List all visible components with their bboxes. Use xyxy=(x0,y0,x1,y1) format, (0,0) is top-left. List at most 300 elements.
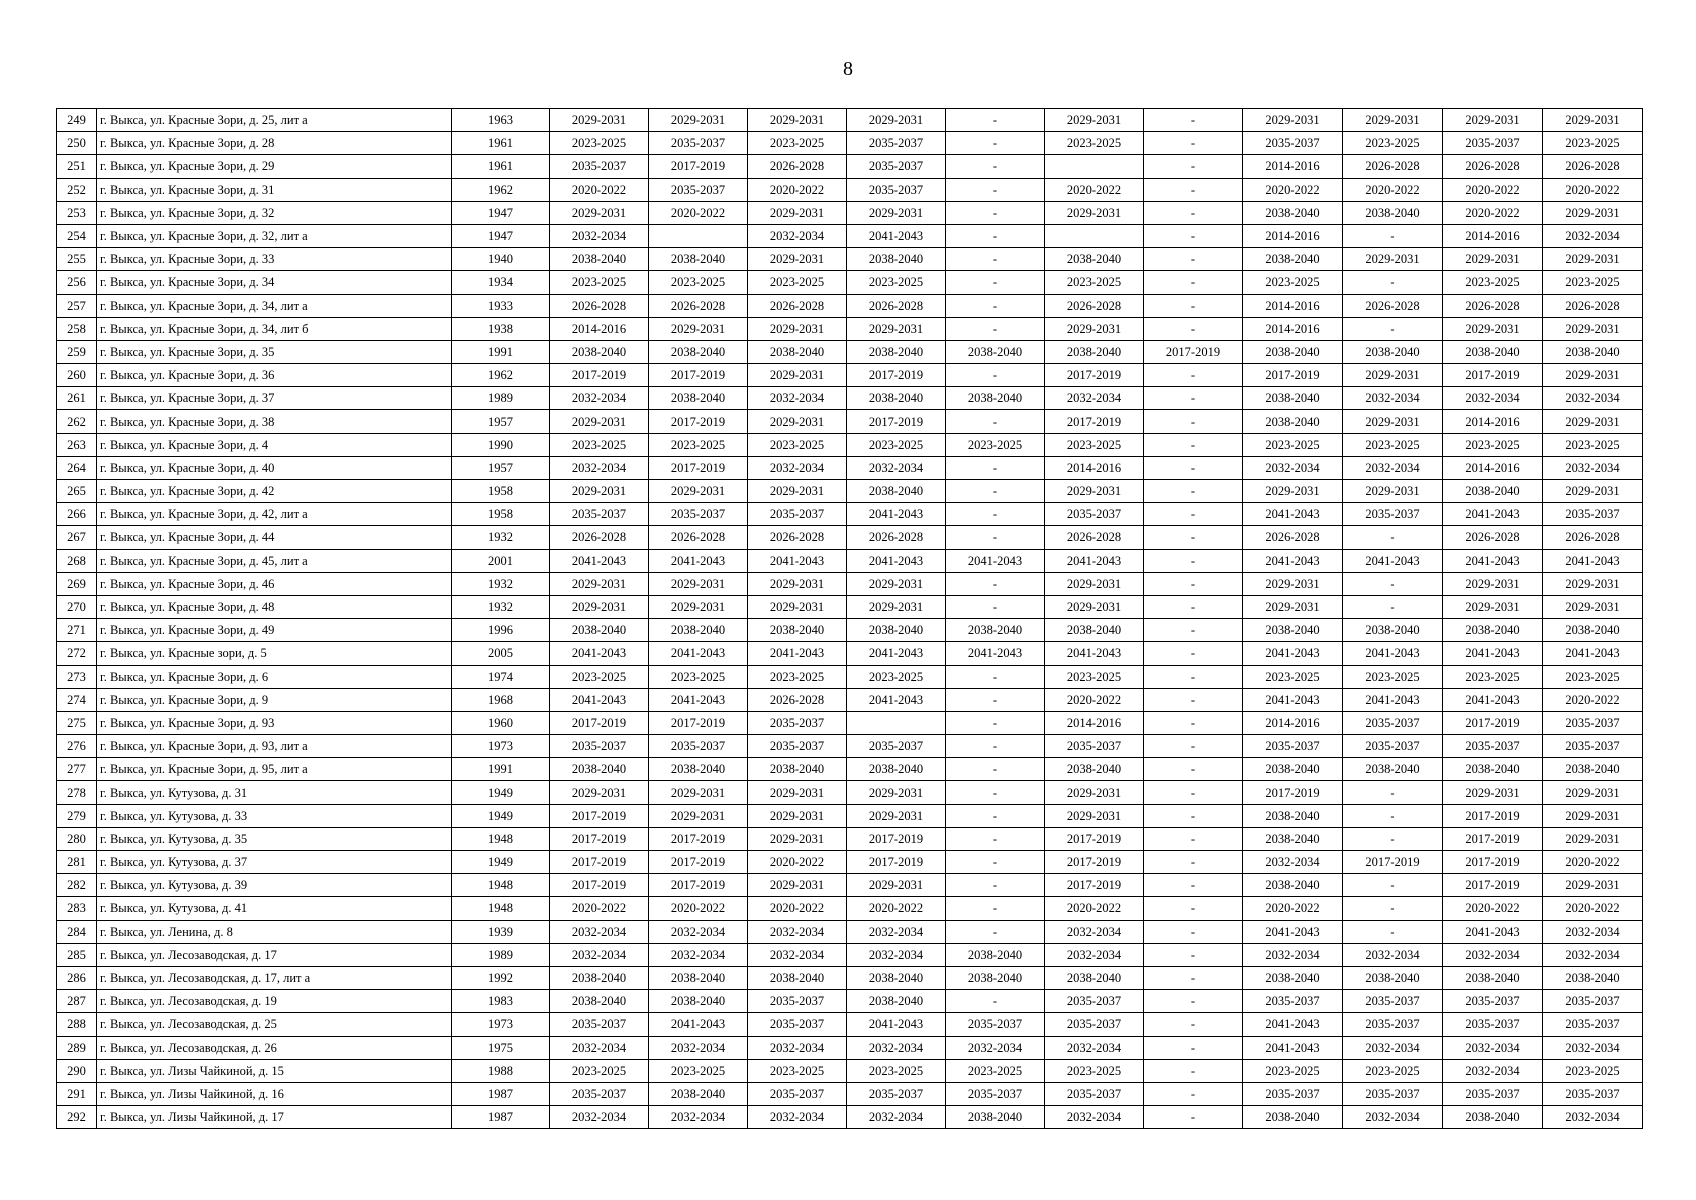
repair-period-cell: - xyxy=(1343,526,1443,549)
repair-period-cell: - xyxy=(1144,619,1243,642)
repair-period-cell: 2029-2031 xyxy=(1443,109,1543,132)
repair-period-cell: - xyxy=(1144,711,1243,734)
repair-period-cell: 2029-2031 xyxy=(1045,595,1144,618)
repair-period-cell: - xyxy=(946,781,1045,804)
repair-period-cell: 2020-2022 xyxy=(1045,897,1144,920)
repair-period-cell: 2029-2031 xyxy=(649,317,748,340)
repair-period-cell: 2017-2019 xyxy=(649,155,748,178)
repair-period-cell: 2035-2037 xyxy=(946,1082,1045,1105)
repair-period-cell: - xyxy=(1144,503,1243,526)
repair-period-cell: 2029-2031 xyxy=(1343,410,1443,433)
repair-period-cell: 2017-2019 xyxy=(649,410,748,433)
repair-period-cell: 2035-2037 xyxy=(550,735,649,758)
repair-period-cell: 2041-2043 xyxy=(550,549,649,572)
row-number-cell: 256 xyxy=(57,271,97,294)
repair-period-cell: 2023-2025 xyxy=(1045,433,1144,456)
table-row xyxy=(57,1013,1643,1036)
repair-period-cell: 2017-2019 xyxy=(1443,804,1543,827)
table-row xyxy=(57,178,1643,201)
repair-period-cell: 2023-2025 xyxy=(1443,271,1543,294)
repair-period-cell: 2035-2037 xyxy=(649,735,748,758)
repair-period-cell: 2017-2019 xyxy=(1443,711,1543,734)
repair-period-cell: 2041-2043 xyxy=(946,549,1045,572)
repair-period-cell: 2038-2040 xyxy=(1045,758,1144,781)
repair-period-cell: 2029-2031 xyxy=(1045,109,1144,132)
repair-period-cell: 2035-2037 xyxy=(847,1082,946,1105)
repair-period-cell: 2017-2019 xyxy=(1243,781,1343,804)
repair-period-cell: 2029-2031 xyxy=(847,317,946,340)
repair-period-cell: 2023-2025 xyxy=(550,132,649,155)
repair-period-cell: 2038-2040 xyxy=(847,387,946,410)
repair-period-cell: 2023-2025 xyxy=(748,665,847,688)
repair-period-cell: - xyxy=(946,572,1045,595)
repair-period-cell: 2014-2016 xyxy=(1045,456,1144,479)
repair-period-cell: 2014-2016 xyxy=(1045,711,1144,734)
repair-period-cell: - xyxy=(1144,433,1243,456)
repair-period-cell: 2023-2025 xyxy=(1343,132,1443,155)
repair-period-cell: 2032-2034 xyxy=(1045,1036,1144,1059)
repair-period-cell: 2032-2034 xyxy=(649,1106,748,1129)
repair-period-cell: 2029-2031 xyxy=(1543,364,1643,387)
table-row xyxy=(57,433,1643,456)
year-built-cell: 1996 xyxy=(452,619,550,642)
repair-period-cell: 2029-2031 xyxy=(1543,572,1643,595)
repair-period-cell: 2029-2031 xyxy=(1543,248,1643,271)
year-built-cell: 1947 xyxy=(452,224,550,247)
address-cell: г. Выкса, ул. Красные Зори, д. 32, лит а xyxy=(97,224,452,247)
repair-period-cell: 2032-2034 xyxy=(550,456,649,479)
repair-period-cell: 2029-2031 xyxy=(1543,804,1643,827)
repair-period-cell: 2014-2016 xyxy=(1443,224,1543,247)
repair-period-cell: 2029-2031 xyxy=(1443,572,1543,595)
repair-period-cell: 2026-2028 xyxy=(748,294,847,317)
repair-period-cell: 2029-2031 xyxy=(847,781,946,804)
repair-period-cell: 2029-2031 xyxy=(649,572,748,595)
repair-period-cell: 2020-2022 xyxy=(550,897,649,920)
repair-period-cell: 2023-2025 xyxy=(1045,1059,1144,1082)
repair-period-cell: 2035-2037 xyxy=(1045,503,1144,526)
repair-period-cell: 2032-2034 xyxy=(550,1106,649,1129)
repair-period-cell: 2038-2040 xyxy=(1045,248,1144,271)
repair-period-cell: 2041-2043 xyxy=(1243,1013,1343,1036)
year-built-cell: 1949 xyxy=(452,804,550,827)
repair-period-cell: - xyxy=(1144,549,1243,572)
repair-period-cell: 2038-2040 xyxy=(550,248,649,271)
repair-period-cell: 2032-2034 xyxy=(1243,851,1343,874)
repair-period-cell: - xyxy=(1343,827,1443,850)
repair-period-cell: 2032-2034 xyxy=(1443,1036,1543,1059)
repair-period-cell: 2023-2025 xyxy=(1543,132,1643,155)
repair-period-cell: 2035-2037 xyxy=(1543,735,1643,758)
repair-period-cell: 2014-2016 xyxy=(1443,456,1543,479)
repair-period-cell: 2035-2037 xyxy=(1443,1013,1543,1036)
repair-period-cell: 2032-2034 xyxy=(1243,943,1343,966)
repair-period-cell: 2020-2022 xyxy=(1443,897,1543,920)
repair-period-cell: - xyxy=(1144,804,1243,827)
repair-period-cell: 2038-2040 xyxy=(946,340,1045,363)
repair-period-cell: 2041-2043 xyxy=(550,688,649,711)
repair-period-cell: - xyxy=(946,364,1045,387)
repair-period-cell: 2038-2040 xyxy=(1443,1106,1543,1129)
year-built-cell: 1932 xyxy=(452,572,550,595)
table-row xyxy=(57,966,1643,989)
repair-period-cell: 2017-2019 xyxy=(847,410,946,433)
repair-period-cell: 2029-2031 xyxy=(748,364,847,387)
repair-period-cell: 2029-2031 xyxy=(550,595,649,618)
address-cell: г. Выкса, ул. Ленина, д. 8 xyxy=(97,920,452,943)
repair-period-cell: 2041-2043 xyxy=(1443,642,1543,665)
repair-period-cell: - xyxy=(946,526,1045,549)
table-row xyxy=(57,1059,1643,1082)
repair-period-cell: 2038-2040 xyxy=(1343,201,1443,224)
repair-period-cell: 2038-2040 xyxy=(1243,201,1343,224)
repair-period-cell: 2023-2025 xyxy=(748,132,847,155)
repair-period-cell: 2029-2031 xyxy=(748,595,847,618)
repair-period-cell: - xyxy=(1144,456,1243,479)
repair-period-cell: 2032-2034 xyxy=(1343,1036,1443,1059)
row-number-cell: 267 xyxy=(57,526,97,549)
table-row xyxy=(57,642,1643,665)
repair-period-cell: 2038-2040 xyxy=(1045,966,1144,989)
repair-period-cell: 2038-2040 xyxy=(1543,966,1643,989)
repair-period-cell: 2038-2040 xyxy=(748,758,847,781)
repair-period-cell: 2035-2037 xyxy=(1443,735,1543,758)
repair-period-cell: 2020-2022 xyxy=(748,897,847,920)
repair-period-cell: - xyxy=(1144,248,1243,271)
repair-period-cell: 2029-2031 xyxy=(1045,317,1144,340)
repair-period-cell: 2029-2031 xyxy=(550,109,649,132)
repair-period-cell: 2035-2037 xyxy=(748,735,847,758)
repair-period-cell: 2038-2040 xyxy=(1543,758,1643,781)
repair-period-cell: 2038-2040 xyxy=(847,758,946,781)
repair-period-cell: 2035-2037 xyxy=(1243,735,1343,758)
row-number-cell: 253 xyxy=(57,201,97,224)
repair-period-cell: 2032-2034 xyxy=(748,456,847,479)
repair-period-cell: - xyxy=(1144,132,1243,155)
repair-period-cell: 2017-2019 xyxy=(1443,364,1543,387)
row-number-cell: 288 xyxy=(57,1013,97,1036)
repair-period-cell: - xyxy=(1144,410,1243,433)
repair-period-cell: 2035-2037 xyxy=(1045,735,1144,758)
table-row xyxy=(57,503,1643,526)
address-cell: г. Выкса, ул. Красные Зори, д. 40 xyxy=(97,456,452,479)
repair-period-cell: 2017-2019 xyxy=(550,711,649,734)
repair-period-cell: 2023-2025 xyxy=(649,1059,748,1082)
repair-period-cell xyxy=(649,224,748,247)
repair-period-cell: - xyxy=(1144,480,1243,503)
repair-period-cell: 2017-2019 xyxy=(847,364,946,387)
repair-period-cell: 2035-2037 xyxy=(847,155,946,178)
repair-period-cell: 2026-2028 xyxy=(748,155,847,178)
repair-period-cell: 2032-2034 xyxy=(649,943,748,966)
repair-period-cell: - xyxy=(1144,897,1243,920)
repair-period-cell: 2029-2031 xyxy=(550,572,649,595)
address-cell: г. Выкса, ул. Лесозаводская, д. 17 xyxy=(97,943,452,966)
repair-period-cell: 2029-2031 xyxy=(1243,572,1343,595)
repair-period-cell: 2029-2031 xyxy=(1543,827,1643,850)
repair-period-cell: 2032-2034 xyxy=(1343,943,1443,966)
repair-period-cell: 2032-2034 xyxy=(1543,387,1643,410)
repair-period-cell: - xyxy=(946,758,1045,781)
row-number-cell: 273 xyxy=(57,665,97,688)
repair-period-cell: 2038-2040 xyxy=(1045,340,1144,363)
repair-period-cell: 2029-2031 xyxy=(550,480,649,503)
repair-period-cell: 2017-2019 xyxy=(847,827,946,850)
repair-period-cell: 2029-2031 xyxy=(847,874,946,897)
repair-period-cell: 2038-2040 xyxy=(847,480,946,503)
address-cell: г. Выкса, ул. Красные Зори, д. 4 xyxy=(97,433,452,456)
year-built-cell: 1961 xyxy=(452,155,550,178)
year-built-cell: 1947 xyxy=(452,201,550,224)
year-built-cell: 1963 xyxy=(452,109,550,132)
table-row xyxy=(57,1106,1643,1129)
repair-period-cell: 2029-2031 xyxy=(1543,317,1643,340)
table-row xyxy=(57,294,1643,317)
table-row xyxy=(57,619,1643,642)
repair-period-cell: 2032-2034 xyxy=(1243,456,1343,479)
repair-period-cell: - xyxy=(946,201,1045,224)
year-built-cell: 1958 xyxy=(452,480,550,503)
repair-period-cell: - xyxy=(1343,874,1443,897)
table-row xyxy=(57,364,1643,387)
year-built-cell: 1939 xyxy=(452,920,550,943)
repair-period-cell: 2020-2022 xyxy=(1045,178,1144,201)
repair-period-cell: 2038-2040 xyxy=(748,619,847,642)
repair-period-cell: 2038-2040 xyxy=(550,340,649,363)
table-row xyxy=(57,1082,1643,1105)
repair-period-cell: 2038-2040 xyxy=(1243,758,1343,781)
repair-period-cell: 2038-2040 xyxy=(847,990,946,1013)
repair-period-cell: 2029-2031 xyxy=(1543,874,1643,897)
row-number-cell: 292 xyxy=(57,1106,97,1129)
repair-period-cell: 2035-2037 xyxy=(1343,990,1443,1013)
repair-period-cell: 2026-2028 xyxy=(1243,526,1343,549)
repair-period-cell: 2032-2034 xyxy=(1343,1106,1443,1129)
repair-period-cell: 2032-2034 xyxy=(847,1106,946,1129)
row-number-cell: 270 xyxy=(57,595,97,618)
repair-period-cell: 2017-2019 xyxy=(1045,851,1144,874)
repair-period-cell: 2038-2040 xyxy=(550,990,649,1013)
address-cell: г. Выкса, ул. Красные Зори, д. 9 xyxy=(97,688,452,711)
repair-period-cell: 2035-2037 xyxy=(1045,1013,1144,1036)
repair-period-cell: 2038-2040 xyxy=(1243,410,1343,433)
table-row xyxy=(57,758,1643,781)
repair-period-cell: - xyxy=(1144,595,1243,618)
repair-period-cell: 2017-2019 xyxy=(649,456,748,479)
address-cell: г. Выкса, ул. Красные Зори, д. 33 xyxy=(97,248,452,271)
repair-period-cell: 2017-2019 xyxy=(649,711,748,734)
address-cell: г. Выкса, ул. Красные Зори, д. 42 xyxy=(97,480,452,503)
year-built-cell: 1989 xyxy=(452,387,550,410)
repair-period-cell: 2017-2019 xyxy=(649,364,748,387)
repair-period-cell: 2026-2028 xyxy=(847,526,946,549)
repair-period-cell: 2035-2037 xyxy=(1243,990,1343,1013)
repair-period-cell: 2041-2043 xyxy=(946,642,1045,665)
table-row xyxy=(57,897,1643,920)
repair-period-cell: 2020-2022 xyxy=(1443,201,1543,224)
repair-period-cell: 2032-2034 xyxy=(847,943,946,966)
year-built-cell: 1983 xyxy=(452,990,550,1013)
repair-period-cell: 2029-2031 xyxy=(847,201,946,224)
repair-period-cell: 2029-2031 xyxy=(1343,109,1443,132)
repair-period-cell: 2029-2031 xyxy=(847,804,946,827)
repair-period-cell: 2029-2031 xyxy=(748,480,847,503)
repair-period-cell: 2020-2022 xyxy=(550,178,649,201)
address-cell: г. Выкса, ул. Красные зори, д. 5 xyxy=(97,642,452,665)
repair-period-cell: 2032-2034 xyxy=(748,387,847,410)
row-number-cell: 262 xyxy=(57,410,97,433)
repair-period-cell: 2041-2043 xyxy=(1045,549,1144,572)
repair-period-cell: 2038-2040 xyxy=(847,248,946,271)
repair-period-cell: 2020-2022 xyxy=(748,178,847,201)
repair-period-cell: 2041-2043 xyxy=(649,688,748,711)
repair-period-cell: 2032-2034 xyxy=(1443,943,1543,966)
repair-period-cell: 2035-2037 xyxy=(1243,132,1343,155)
repair-period-cell: 2041-2043 xyxy=(748,642,847,665)
repair-period-cell: - xyxy=(1144,966,1243,989)
repair-period-cell: 2038-2040 xyxy=(847,966,946,989)
repair-period-cell: - xyxy=(1144,155,1243,178)
address-cell: г. Выкса, ул. Кутузова, д. 39 xyxy=(97,874,452,897)
table-row xyxy=(57,224,1643,247)
year-built-cell: 1991 xyxy=(452,340,550,363)
address-cell: г. Выкса, ул. Красные Зори, д. 29 xyxy=(97,155,452,178)
table-row xyxy=(57,155,1643,178)
repair-period-cell: - xyxy=(1144,665,1243,688)
address-cell: г. Выкса, ул. Кутузова, д. 33 xyxy=(97,804,452,827)
repair-period-cell: 2032-2034 xyxy=(1543,456,1643,479)
repair-period-cell: - xyxy=(1144,874,1243,897)
repair-period-cell: 2038-2040 xyxy=(1243,387,1343,410)
repair-period-cell: 2023-2025 xyxy=(550,271,649,294)
repair-period-cell: 2029-2031 xyxy=(649,480,748,503)
repair-period-cell: - xyxy=(1144,642,1243,665)
table-row xyxy=(57,943,1643,966)
repair-period-cell: 2020-2022 xyxy=(847,897,946,920)
repair-period-cell: 2017-2019 xyxy=(550,874,649,897)
repair-period-cell: - xyxy=(1144,178,1243,201)
year-built-cell: 1938 xyxy=(452,317,550,340)
repair-period-cell: 2032-2034 xyxy=(1343,387,1443,410)
repair-period-cell: - xyxy=(1144,827,1243,850)
repair-period-cell: 2041-2043 xyxy=(1543,642,1643,665)
address-cell: г. Выкса, ул. Лизы Чайкиной, д. 15 xyxy=(97,1059,452,1082)
repair-period-cell: 2035-2037 xyxy=(946,1013,1045,1036)
repair-period-cell: 2023-2025 xyxy=(550,433,649,456)
table-row xyxy=(57,201,1643,224)
repair-period-cell: 2035-2037 xyxy=(550,155,649,178)
repair-period-cell: 2035-2037 xyxy=(847,178,946,201)
repair-period-cell: 2032-2034 xyxy=(1045,920,1144,943)
repair-period-cell: 2026-2028 xyxy=(550,526,649,549)
address-cell: г. Выкса, ул. Красные Зори, д. 34, лит а xyxy=(97,294,452,317)
repair-period-cell: 2023-2025 xyxy=(649,665,748,688)
repair-period-cell: 2026-2028 xyxy=(748,688,847,711)
row-number-cell: 264 xyxy=(57,456,97,479)
repair-period-cell: 2029-2031 xyxy=(1443,317,1543,340)
repair-period-cell: - xyxy=(946,294,1045,317)
repair-period-cell: - xyxy=(946,132,1045,155)
address-cell: г. Выкса, ул. Красные Зори, д. 93 xyxy=(97,711,452,734)
repair-period-cell: - xyxy=(1343,897,1443,920)
repair-period-cell: 2041-2043 xyxy=(1343,642,1443,665)
year-built-cell: 1934 xyxy=(452,271,550,294)
repair-period-cell: 2023-2025 xyxy=(1443,433,1543,456)
repair-period-cell: 2023-2025 xyxy=(946,1059,1045,1082)
address-cell: г. Выкса, ул. Красные Зори, д. 37 xyxy=(97,387,452,410)
repair-period-cell: 2032-2034 xyxy=(649,1036,748,1059)
repair-period-cell: 2035-2037 xyxy=(1243,1082,1343,1105)
repair-period-cell: 2038-2040 xyxy=(1443,619,1543,642)
row-number-cell: 289 xyxy=(57,1036,97,1059)
repair-period-cell: 2038-2040 xyxy=(946,387,1045,410)
year-built-cell: 1962 xyxy=(452,364,550,387)
repair-period-cell: 2038-2040 xyxy=(748,340,847,363)
repair-period-cell: 2029-2031 xyxy=(748,781,847,804)
repair-period-cell: 2029-2031 xyxy=(1243,480,1343,503)
repair-period-cell: 2023-2025 xyxy=(1243,1059,1343,1082)
table-row xyxy=(57,340,1643,363)
repair-period-cell: 2029-2031 xyxy=(748,827,847,850)
repair-period-cell: 2026-2028 xyxy=(1443,294,1543,317)
repair-period-cell: 2023-2025 xyxy=(748,1059,847,1082)
repair-period-cell: 2020-2022 xyxy=(1243,897,1343,920)
repair-period-cell: 2029-2031 xyxy=(1443,595,1543,618)
repair-period-cell: - xyxy=(946,480,1045,503)
repair-period-cell: 2023-2025 xyxy=(1343,665,1443,688)
repair-period-cell: 2029-2031 xyxy=(1543,109,1643,132)
repair-period-cell: 2035-2037 xyxy=(1343,1082,1443,1105)
repair-period-cell: 2017-2019 xyxy=(1045,364,1144,387)
repair-period-cell: 2029-2031 xyxy=(649,781,748,804)
address-cell: г. Выкса, ул. Лизы Чайкиной, д. 16 xyxy=(97,1082,452,1105)
table-body xyxy=(57,109,1643,1129)
year-built-cell: 1949 xyxy=(452,851,550,874)
repair-period-cell: 2038-2040 xyxy=(1343,619,1443,642)
repair-period-cell: 2041-2043 xyxy=(847,503,946,526)
address-cell: г. Выкса, ул. Красные Зори, д. 42, лит а xyxy=(97,503,452,526)
repair-period-cell: 2035-2037 xyxy=(1343,503,1443,526)
address-cell: г. Выкса, ул. Красные Зори, д. 36 xyxy=(97,364,452,387)
repair-period-cell: 2017-2019 xyxy=(1443,827,1543,850)
table-row xyxy=(57,480,1643,503)
table-row xyxy=(57,132,1643,155)
address-cell: г. Выкса, ул. Красные Зори, д. 34 xyxy=(97,271,452,294)
repair-period-cell: 2035-2037 xyxy=(1543,1013,1643,1036)
row-number-cell: 252 xyxy=(57,178,97,201)
year-built-cell: 1948 xyxy=(452,874,550,897)
address-cell: г. Выкса, ул. Красные Зори, д. 49 xyxy=(97,619,452,642)
repair-period-cell: 2038-2040 xyxy=(1243,248,1343,271)
repair-period-cell: 2038-2040 xyxy=(550,966,649,989)
repair-period-cell: 2026-2028 xyxy=(1543,294,1643,317)
address-cell: г. Выкса, ул. Красные Зори, д. 6 xyxy=(97,665,452,688)
repair-period-cell: 2032-2034 xyxy=(1543,1106,1643,1129)
repair-period-cell: 2026-2028 xyxy=(649,294,748,317)
repair-period-cell: 2038-2040 xyxy=(1443,966,1543,989)
repair-period-cell: 2038-2040 xyxy=(946,1106,1045,1129)
repair-period-cell: 2038-2040 xyxy=(1243,966,1343,989)
repair-period-cell: 2023-2025 xyxy=(1243,271,1343,294)
repair-period-cell: 2029-2031 xyxy=(1543,410,1643,433)
repair-period-cell: 2029-2031 xyxy=(1045,572,1144,595)
address-cell: г. Выкса, ул. Красные Зори, д. 34, лит б xyxy=(97,317,452,340)
row-number-cell: 278 xyxy=(57,781,97,804)
table-row xyxy=(57,526,1643,549)
repair-period-cell: 2014-2016 xyxy=(1243,224,1343,247)
repair-period-cell: 2041-2043 xyxy=(1243,549,1343,572)
repair-period-cell: - xyxy=(1343,572,1443,595)
